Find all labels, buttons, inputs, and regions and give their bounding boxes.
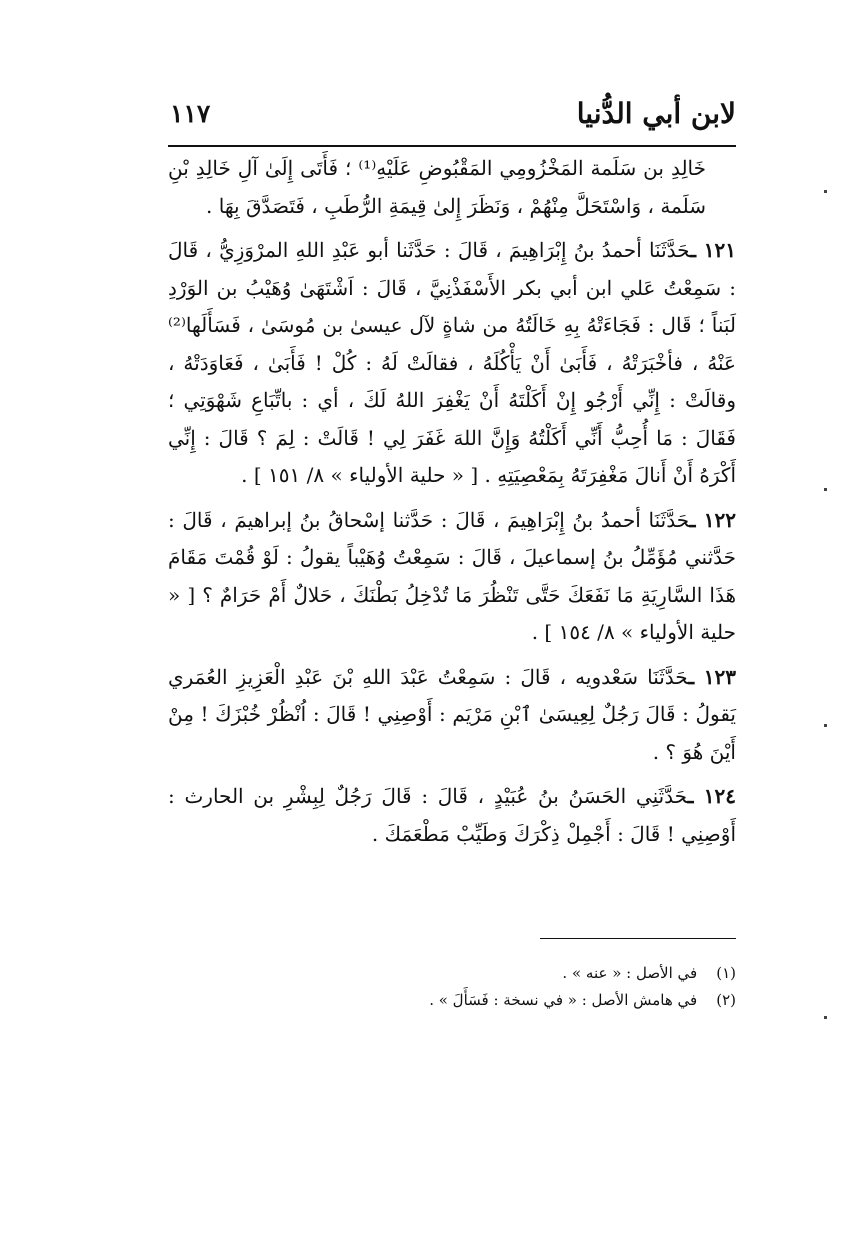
hadith-123 (168, 659, 736, 772)
paragraph-continuation (168, 150, 736, 225)
hadith-text: حَدَّثَنَا سَعْدويه ، قَالَ : سَمِعْتُ عَبْدَ اللهِ بْنَ عَبْدِ الْعَزِيزِ العُمَري يَقولُ : قَالَ رَجُلٌ لِعِيسَىٰ ٱبْنِ مَرْيَم : أَوْصِنِي ! قَالَ : اُنْظُرْ خُبْزَكَ ! مِنْ أَيْنَ هُوَ ؟ . (168, 664, 736, 764)
footnote-rule (540, 938, 736, 939)
hadith-number: ١٢١ ـ (690, 238, 736, 262)
margin-speck (824, 1016, 827, 1019)
footnote-text: في هامش الأصل : « في نسخة : فَسَأَلَ » . (429, 991, 698, 1009)
running-title: لابن أبي الدُّنيا (576, 97, 736, 130)
footnote-text: في الأصل : « عنه » . (562, 964, 698, 982)
main-text (168, 150, 736, 853)
hadith-number: ١٢٢ ـ (689, 507, 736, 532)
footnotes (168, 960, 736, 1014)
hadith-121 (168, 232, 736, 495)
running-head (168, 92, 736, 136)
hadith-text: حَدَّثَنَا أحمدُ بنُ إِبْرَاهِيمَ ، قَالَ : حَدَّثنا إسْحاقُ بنُ إبراهيمَ ، قَالَ : حَدَّثني مُؤَمِّلُ بنُ إسماعيلَ ، قَالَ : سَمِعْتُ وُهَيْباً يقولُ : لَوْ قُمْتَ مَقَامَ هَذَا السَّارِيَةِ مَا نَفَعَكَ حَتَّى تَنْظُرَ مَا تُدْخِلُ بَطْنَكَ ، حَلالٌ أَمْ حَرَامٌ ؟ [ « حلية الأولياء » ٨/ ١٥٤ ] . (168, 507, 736, 644)
footnote-mark: (١) (716, 964, 736, 982)
hadith-number: ١٢٣ ـ (688, 664, 736, 689)
header-rule (168, 145, 736, 147)
margin-speck (824, 488, 827, 491)
footnote-1 (168, 960, 736, 987)
footnote-mark: (٢) (716, 991, 736, 1009)
footnote-2 (168, 987, 736, 1014)
page-number: ١١٧ (170, 99, 211, 128)
margin-speck (824, 724, 827, 727)
hadith-124 (168, 778, 736, 853)
hadith-122 (168, 502, 736, 652)
hadith-number: ١٢٤ ـ (687, 784, 737, 808)
hadith-text: حَدَّثَنَا أحمدُ بنُ إِبْرَاهِيمَ ، قَالَ : حَدَّثَنا أبو عَبْدِ اللهِ المرْوَزِيُّ ، قَالَ : سَمِعْتُ عَلي ابن أبي بكر الأَسْفَذْنِيَّ ، قَالَ : اَشْتَهَىٰ وُهَيْبُ بن الوَرْدِ لَبَناً ؛ قَال : فَجَاءَتْهُ بِهِ خَالَتُهُ من شاةٍ لآل عيسىٰ بن مُوسَىٰ ، فَسَأَلَها⁽²⁾ عَنْهُ ، فأخْبَرَتْهُ ، فَأَبَىٰ أَنْ يَأْكُلَهُ ، فقالَتْ لَهُ : كُلْ ! فَأَبَىٰ ، فَعَاوَدَتْهُ ، وقالَتْ : إِنِّي أَرْجُو إِنْ أَكَلْتَهُ أَنْ يَغْفِرَ اللهُ لَكَ ، أي : باتِّبَاعِ شَهْوَتِي ؛ فَقَالَ : مَا أُحِبُّ أَنِّي أَكَلْتُهُ وَإِنَّ اللهَ غَفَرَ لِي ! قَالَتْ : لِمَ ؟ قَالَ : إِنِّي أَكْرَهُ أَنْ أَنالَ مَغْفِرَتَهُ بِمَعْصِيَتِهِ . [ « حلية الأولياء » ٨/ ١٥١ ] . (168, 238, 736, 487)
margin-speck (824, 190, 827, 193)
hadith-text: حَدَّثَنِي الحَسَنُ بنُ عُبَيْدٍ ، قَالَ : قَالَ رَجُلٌ لِبِشْرِ بن الحارث : أَوْصِنِي ! قَالَ : أَجْمِلْ ذِكْرَكَ وَطَيِّبْ مَطْعَمَكَ . (168, 784, 736, 846)
paragraph-text: خَالِدِ بن سَلَمة المَخْزُومِي المَقْبُوضِ عَلَيْهِ⁽¹⁾ ؛ فَأَتَى إِلَىٰ آلِ خَالِدِ بْنِ سَلَمة ، وَاسْتَحَلَّ مِنْهُمْ ، وَنَظَرَ إِلىٰ قِيمَةِ الرُّطَبِ ، فَتَصَدَّقَ بِهَا . (168, 156, 707, 218)
